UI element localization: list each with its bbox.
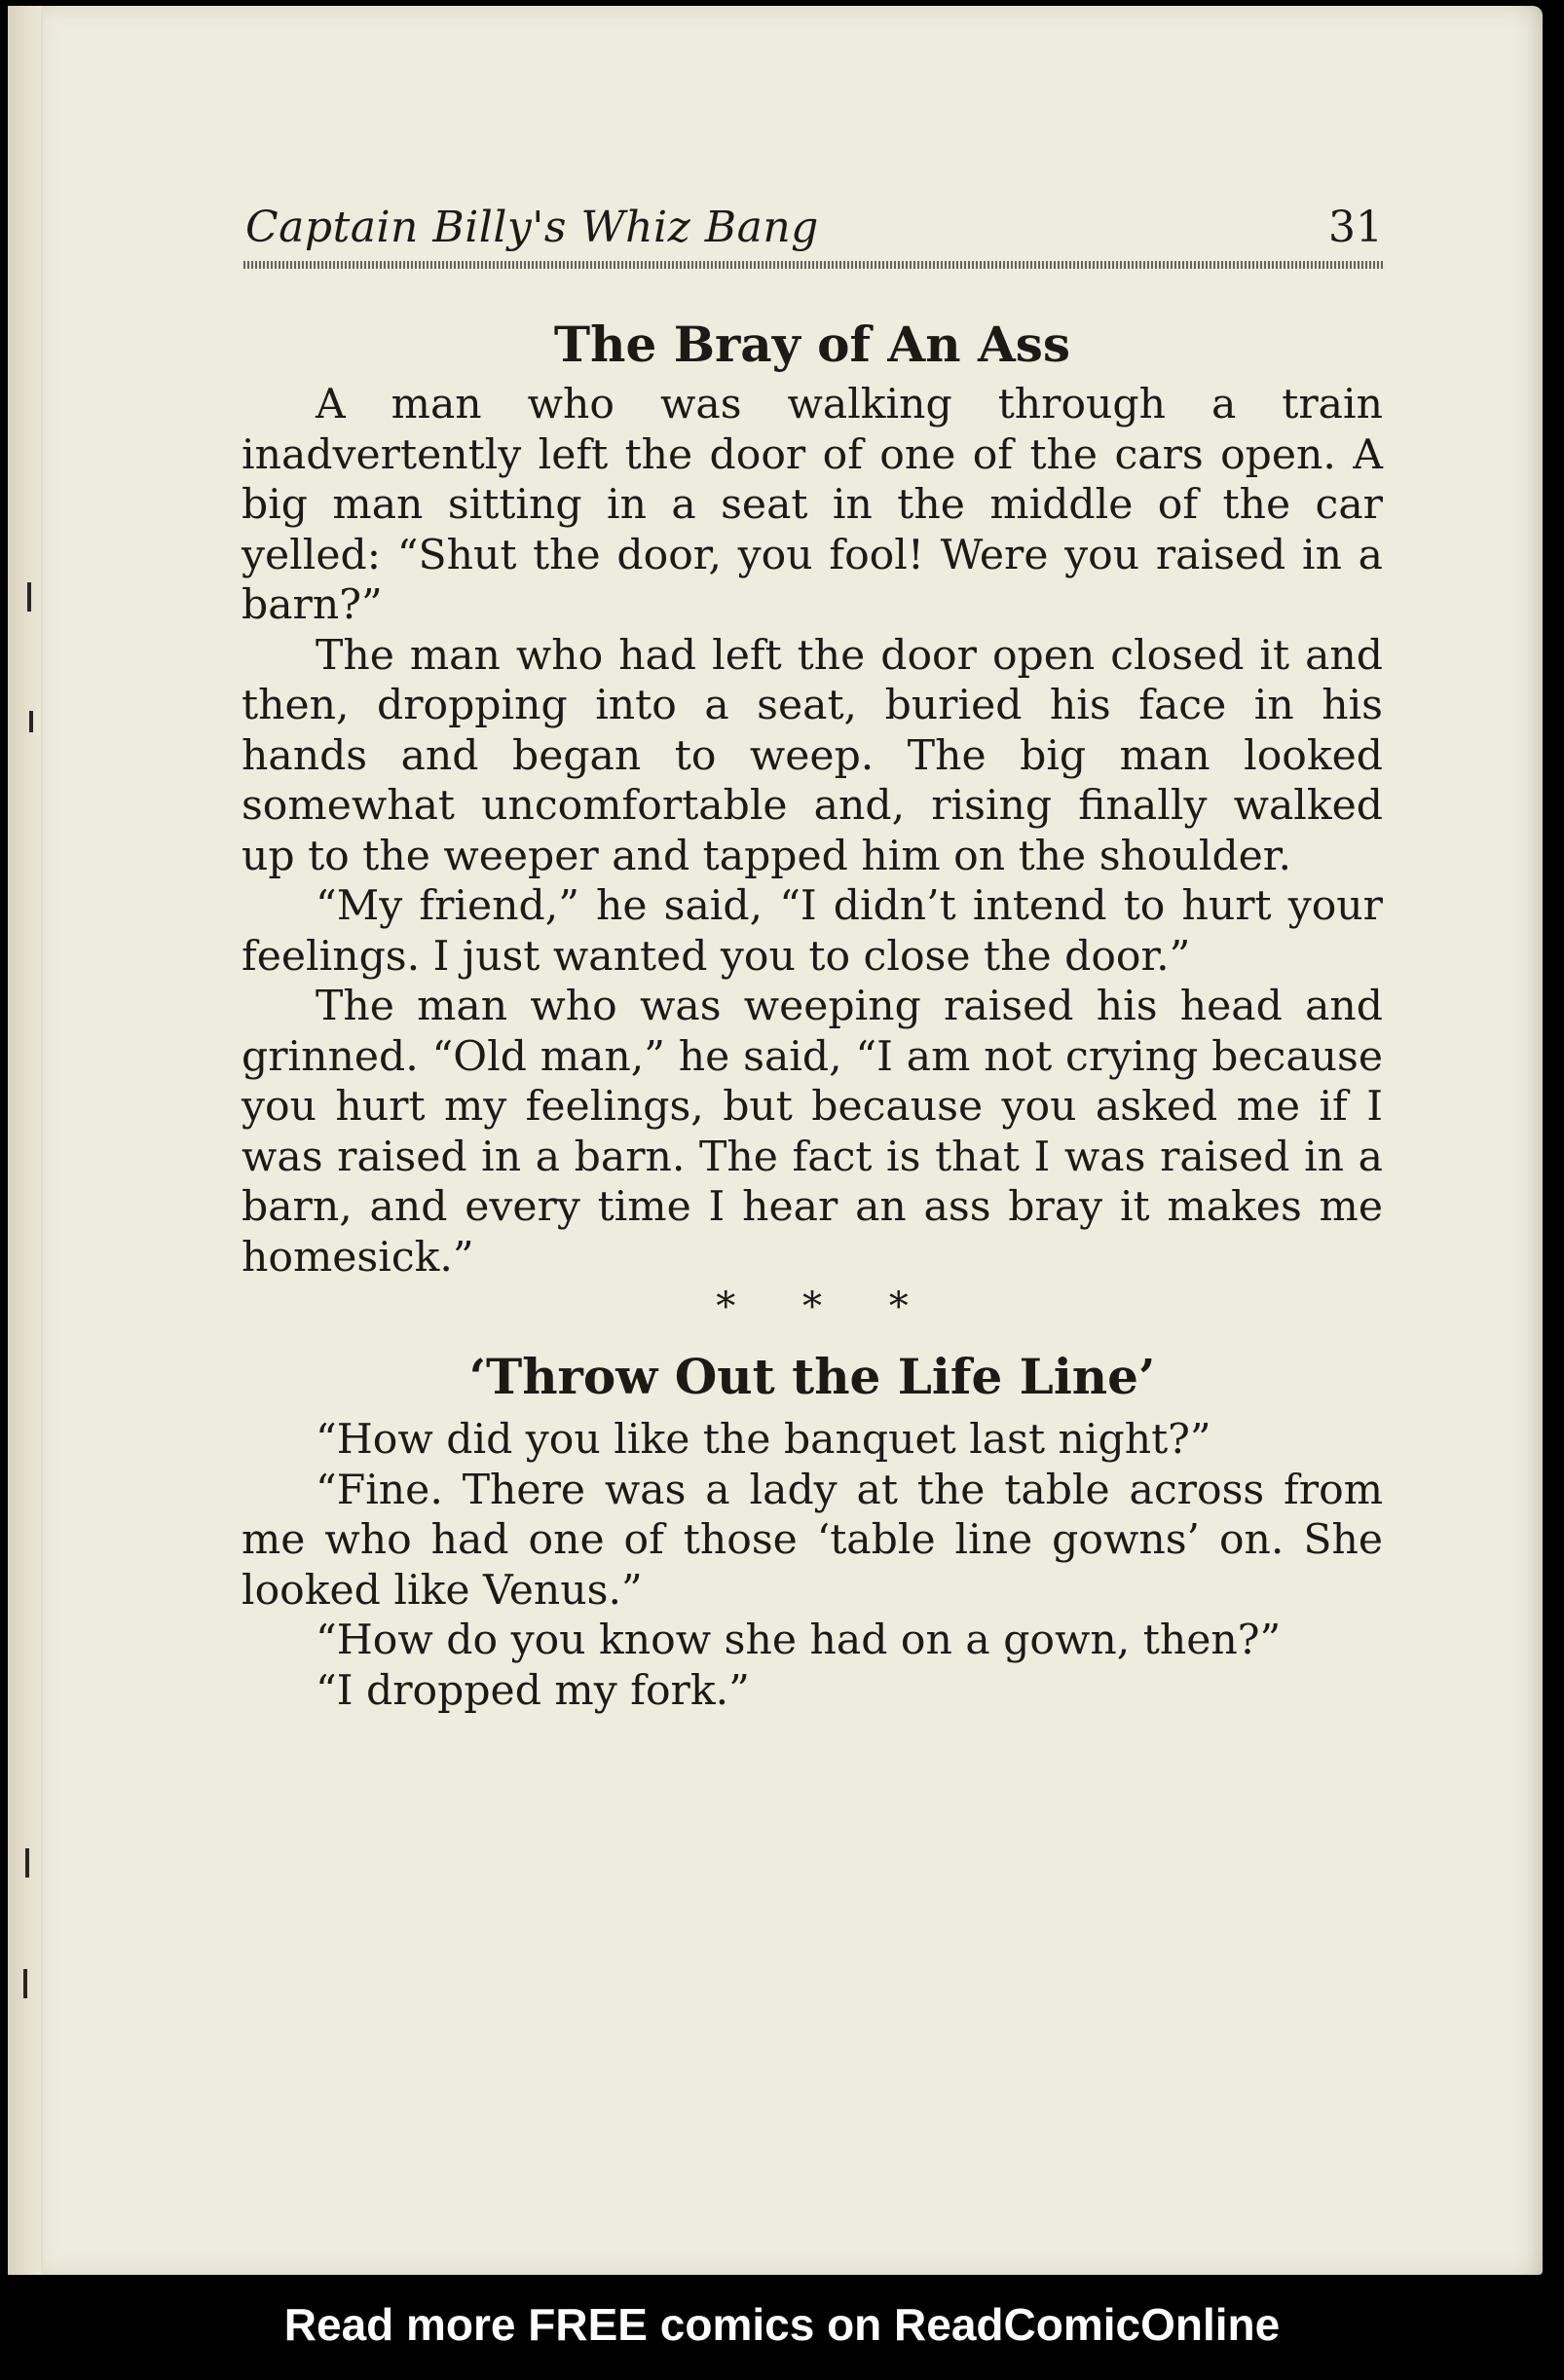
section-separator: * * * [716, 1284, 936, 1329]
footer-banner [0, 2275, 1564, 2380]
story-paragraph: “I dropped my fork.” [316, 1666, 750, 1715]
story-paragraph: “How do you know she had on a gown, then?” [316, 1617, 1282, 1664]
page-body [242, 310, 1383, 1716]
binding-stitch-mark [27, 582, 31, 612]
story-title: The Bray of An Ass [553, 316, 1071, 373]
binding-stitch-mark [23, 1969, 27, 1998]
header-rule [243, 261, 1385, 269]
story-paragraph: The man who was weeping raised his head and grinned. “Old man,” he said, “I am not crying because you hurt my feelings, but because you asked me if I was raised in a barn. The fact is that I was raised in a barn, and every time I hear an ass bray it makes me homesick.” [242, 983, 1383, 1282]
story-title: ‘Throw Out the Life Line’ [468, 1348, 1156, 1405]
story-paragraph: “Fine. There was a lady at the table across from me who had one of those ‘table line gowns’ on. She looked like Venus.” [242, 1466, 1383, 1615]
page-header [245, 203, 1383, 263]
story-paragraph: A man who was walking through a train inadvertently left the door of one of the cars open. A big man sitting in a seat in the middle of the car yelled: “Shut the door, you fool! Were you raised in a barn?” [242, 381, 1383, 629]
running-title: Captain Billy's Whiz Bang [245, 203, 819, 252]
binding-stitch-mark [29, 711, 33, 732]
story-paragraph: “How did you like the banquet last night?” [316, 1416, 1211, 1464]
page-number: 31 [1328, 203, 1383, 252]
footer-promo-text: Read more FREE comics on ReadComicOnline [283, 2299, 1281, 2350]
page-binding-edge [8, 6, 43, 2275]
story-paragraph: The man who had left the door open closed it and then, dropping into a seat, buried his face in his hands and began to weep. The big man looked somewhat uncomfortable and, rising finally walked up to the weeper and tapped him on the shoulder. [242, 631, 1383, 880]
binding-stitch-mark [25, 1848, 29, 1878]
story-paragraph: “My friend,” he said, “I didn’t intend to hurt your feelings. I just wanted you to close the door.” [242, 882, 1383, 981]
